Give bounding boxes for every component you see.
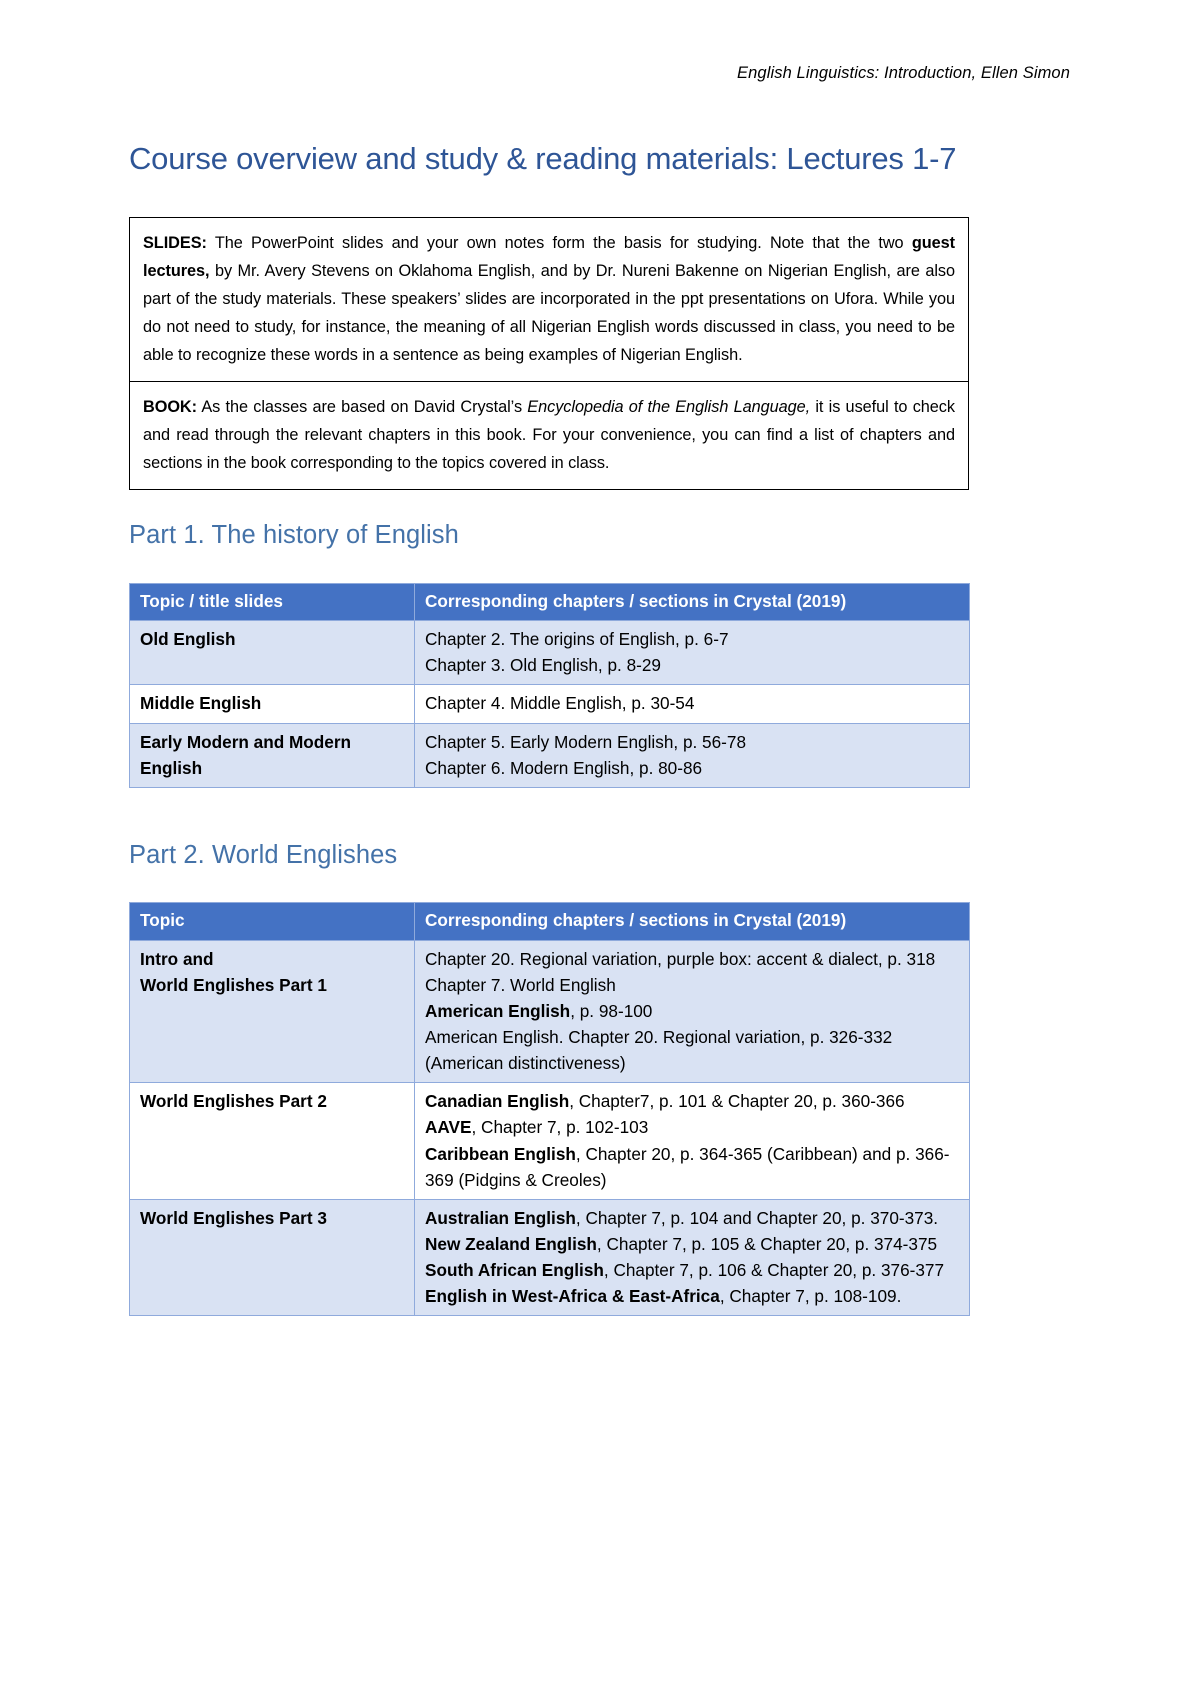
- row-chapters: [415, 685, 970, 723]
- document-body: [129, 140, 969, 1316]
- book-title-emphasis: Encyclopedia of the English Language,: [527, 398, 811, 417]
- part-2-heading: Part 2. World Englishes: [129, 840, 398, 869]
- row-topic: World Englishes Part 2: [130, 1083, 415, 1200]
- chapter-line: Chapter 6. Modern English, p. 80-86: [425, 757, 703, 778]
- chapter-line: [425, 998, 959, 1024]
- chapter-line: [425, 1024, 959, 1076]
- book-text-part1: As the classes are based on David Crystal’s: [197, 398, 528, 417]
- chapter-line: Chapter 5. Early Modern English, p. 56-78: [425, 731, 747, 752]
- book-note: [130, 382, 968, 489]
- chapter-line: [425, 1205, 959, 1231]
- running-head: English Linguistics: Introduction, Ellen Simon: [737, 64, 1070, 82]
- table-row: [130, 1199, 970, 1316]
- chapter-line-bold: AAVE: [425, 1117, 472, 1138]
- row-chapters: [415, 1083, 970, 1200]
- chapter-line-rest: , Chapter 7, p. 106 & Chapter 20, p. 376-377: [603, 1260, 945, 1281]
- chapter-line: Chapter 4. Middle English, p. 30-54: [425, 693, 695, 714]
- chapter-line-rest: , Chapter 7, p. 104 and Chapter 20, p. 370-373.: [575, 1207, 939, 1228]
- table-row: [130, 621, 970, 685]
- chapter-line-rest: American English. Chapter 20. Regional variation, p. 326-332 (American distinctiveness): [425, 1027, 893, 1074]
- chapter-line-rest: , p. 98-100: [570, 1000, 653, 1021]
- row-chapters: [415, 1199, 970, 1316]
- chapter-line-rest: Chapter 7. World English: [425, 974, 616, 995]
- chapter-line-bold: American English: [425, 1000, 571, 1021]
- row-topic: World Englishes Part 3: [130, 1199, 415, 1316]
- table-row: [130, 1083, 970, 1200]
- table-header-row: [130, 903, 970, 940]
- chapter-line-bold: Australian English: [425, 1207, 576, 1228]
- book-label: BOOK:: [143, 398, 198, 417]
- row-chapters: [415, 940, 970, 1083]
- row-topic: [130, 940, 415, 1083]
- chapter-line: [425, 1283, 959, 1309]
- chapter-line-rest: , Chapter 7, p. 102-103: [471, 1117, 649, 1138]
- column-header-topic: Topic / title slides: [130, 583, 415, 620]
- chapter-line: [425, 972, 959, 998]
- chapter-line: Chapter 2. The origins of English, p. 6-7: [425, 629, 729, 650]
- chapter-line-bold: Caribbean English: [425, 1143, 576, 1164]
- chapter-line-bold: New Zealand English: [425, 1234, 597, 1255]
- slides-note: [130, 218, 968, 382]
- chapter-line: [425, 1231, 959, 1257]
- table-row: [130, 940, 970, 1083]
- chapter-line-rest: , Chapter 7, p. 108-109.: [719, 1286, 902, 1307]
- book-text-part3: it is useful to check and read through the relevant chapters in this book. For your convenience, you can find a list of chapters and sections in the book corresponding to the topics covered in class.: [143, 398, 955, 473]
- part-2-table: [129, 902, 970, 1316]
- row-topic-line: Intro and: [140, 948, 214, 969]
- row-topic: Old English: [130, 621, 415, 685]
- chapter-line-rest: , Chapter 7, p. 105 & Chapter 20, p. 374-375: [596, 1234, 938, 1255]
- row-chapters: [415, 723, 970, 787]
- chapter-line: [425, 946, 959, 972]
- study-materials-note-box: [129, 217, 969, 490]
- table-header-row: [130, 583, 970, 620]
- column-header-topic: Topic: [130, 903, 415, 940]
- column-header-chapters: Corresponding chapters / sections in Crystal (2019): [415, 583, 970, 620]
- chapter-line-rest: Chapter 20. Regional variation, purple box: accent & dialect, p. 318: [425, 948, 936, 969]
- chapter-line-bold: South African English: [425, 1260, 604, 1281]
- table-row: [130, 723, 970, 787]
- chapter-line: [425, 1141, 959, 1193]
- row-topic: Early Modern and Modern English: [130, 723, 415, 787]
- part-1-table: [129, 583, 970, 788]
- slides-text-part3: by Mr. Avery Stevens on Oklahoma English, and by Dr. Nureni Bakenne on Nigerian English, are also part of the study materials. These speakers’ slides are incorporated in the ppt presentations on Ufora. While you do not need to study, for instance, the meaning of all Nigerian English words discussed in class, you need to be able to recognize these words in a sentence as being examples of Nigerian English.: [143, 262, 955, 365]
- slides-guest-lectures-emphasis: guest lectures,: [143, 234, 955, 281]
- row-chapters: [415, 621, 970, 685]
- chapter-line-rest: , Chapter 20, p. 364-365 (Caribbean) and p. 366-369 (Pidgins & Creoles): [425, 1143, 950, 1190]
- chapter-line: Chapter 3. Old English, p. 8-29: [425, 655, 661, 676]
- chapter-line: [425, 1114, 959, 1140]
- slides-text-part1: The PowerPoint slides and your own notes form the basis for studying. Note that the two: [206, 234, 912, 253]
- row-topic-line: World Englishes Part 1: [140, 974, 327, 995]
- chapter-line-bold: English in West-Africa & East-Africa: [425, 1286, 720, 1307]
- page-title: Course overview and study & reading materials: Lectures 1-7: [129, 141, 957, 176]
- chapter-line: [425, 1088, 959, 1114]
- chapter-line: [425, 1257, 959, 1283]
- table-row: [130, 685, 970, 723]
- column-header-chapters: Corresponding chapters / sections in Crystal (2019): [415, 903, 970, 940]
- part-1-heading: Part 1. The history of English: [129, 521, 459, 550]
- row-topic: Middle English: [130, 685, 415, 723]
- chapter-line-bold: Canadian English: [425, 1091, 570, 1112]
- chapter-line-rest: , Chapter7, p. 101 & Chapter 20, p. 360-366: [569, 1091, 905, 1112]
- slides-label: SLIDES:: [143, 234, 207, 253]
